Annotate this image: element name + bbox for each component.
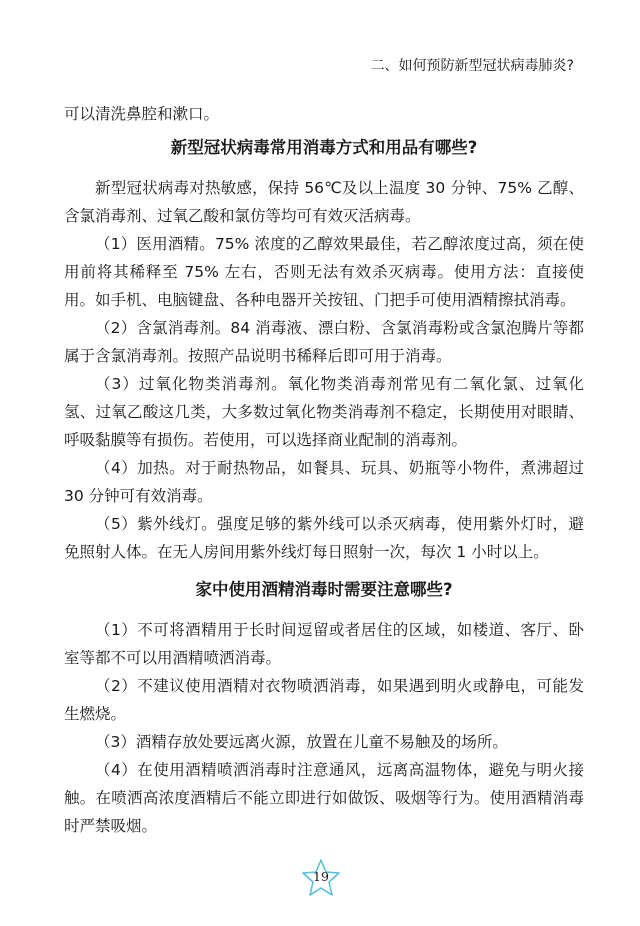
page-number-badge <box>301 858 341 898</box>
list-item-heating: （4）加热。对于耐热物品，如餐具、玩具、奶瓶等小物件，煮沸超过 30 分钟可有效消毒。 <box>64 459 584 505</box>
list-item-precaution-1: （1）不可将酒精用于长时间逗留或者居住的区域，如楼道、客厅、卧室等都不可以用酒精喷洒消毒。 <box>64 621 584 667</box>
list-item-medical-alcohol: （1）医用酒精。75% 浓度的乙醇效果最佳，若乙醇浓度过高，须在使用前将其稀释至 75% 左右，否则无法有效杀灭病毒。使用方法：直接使用。如手机、电脑键盘、各种电器开关按钮、门把手可使用酒精擦拭消毒。 <box>64 235 584 309</box>
section-heading-alcohol-precautions: 家中使用酒精消毒时需要注意哪些? <box>195 580 453 599</box>
list-item-chlorine-disinfectant: （2）含氯消毒剂。84 消毒液、漂白粉、含氯消毒粉或含氯泡腾片等都属于含氯消毒剂。按照产品说明书稀释后即可用于消毒。 <box>64 319 584 365</box>
list-item-precaution-3: （3）酒精存放处要远离火源，放置在儿童不易触及的场所。 <box>95 733 508 751</box>
running-header: 二、如何预防新型冠状病毒肺炎? <box>370 58 574 74</box>
list-item-precaution-2: （2）不建议使用酒精对衣物喷洒消毒，如果遇到明火或静电，可能发生燃烧。 <box>64 677 584 723</box>
continued-paragraph: 可以清洗鼻腔和漱口。 <box>64 105 220 123</box>
section-heading-disinfection-methods: 新型冠状病毒常用消毒方式和用品有哪些? <box>170 138 478 157</box>
page-content <box>64 100 584 840</box>
list-item-uv-lamp: （5）紫外线灯。强度足够的紫外线可以杀灭病毒，使用紫外灯时，避免照射人体。在无人房间用紫外线灯每日照射一次，每次 1 小时以上。 <box>64 515 584 561</box>
page-number: 19 <box>313 869 329 884</box>
intro-paragraph: 新型冠状病毒对热敏感，保持 56℃及以上温度 30 分钟、75% 乙醇、含氯消毒剂、过氧乙酸和氯仿等均可有效灭活病毒。 <box>64 179 584 225</box>
list-item-precaution-4: （4）在使用酒精喷洒消毒时注意通风，远离高温物体，避免与明火接触。在喷洒高浓度酒精后不能立即进行如做饭、吸烟等行为。使用酒精消毒时严禁吸烟。 <box>64 761 584 835</box>
list-item-peroxide-disinfectant: （3）过氧化物类消毒剂。氧化物类消毒剂常见有二氧化氯、过氧化氢、过氧乙酸这几类，大多数过氧化物类消毒剂不稳定，长期使用对眼睛、呼吸黏膜等有损伤。若使用，可以选择商业配制的消毒剂。 <box>64 375 584 449</box>
